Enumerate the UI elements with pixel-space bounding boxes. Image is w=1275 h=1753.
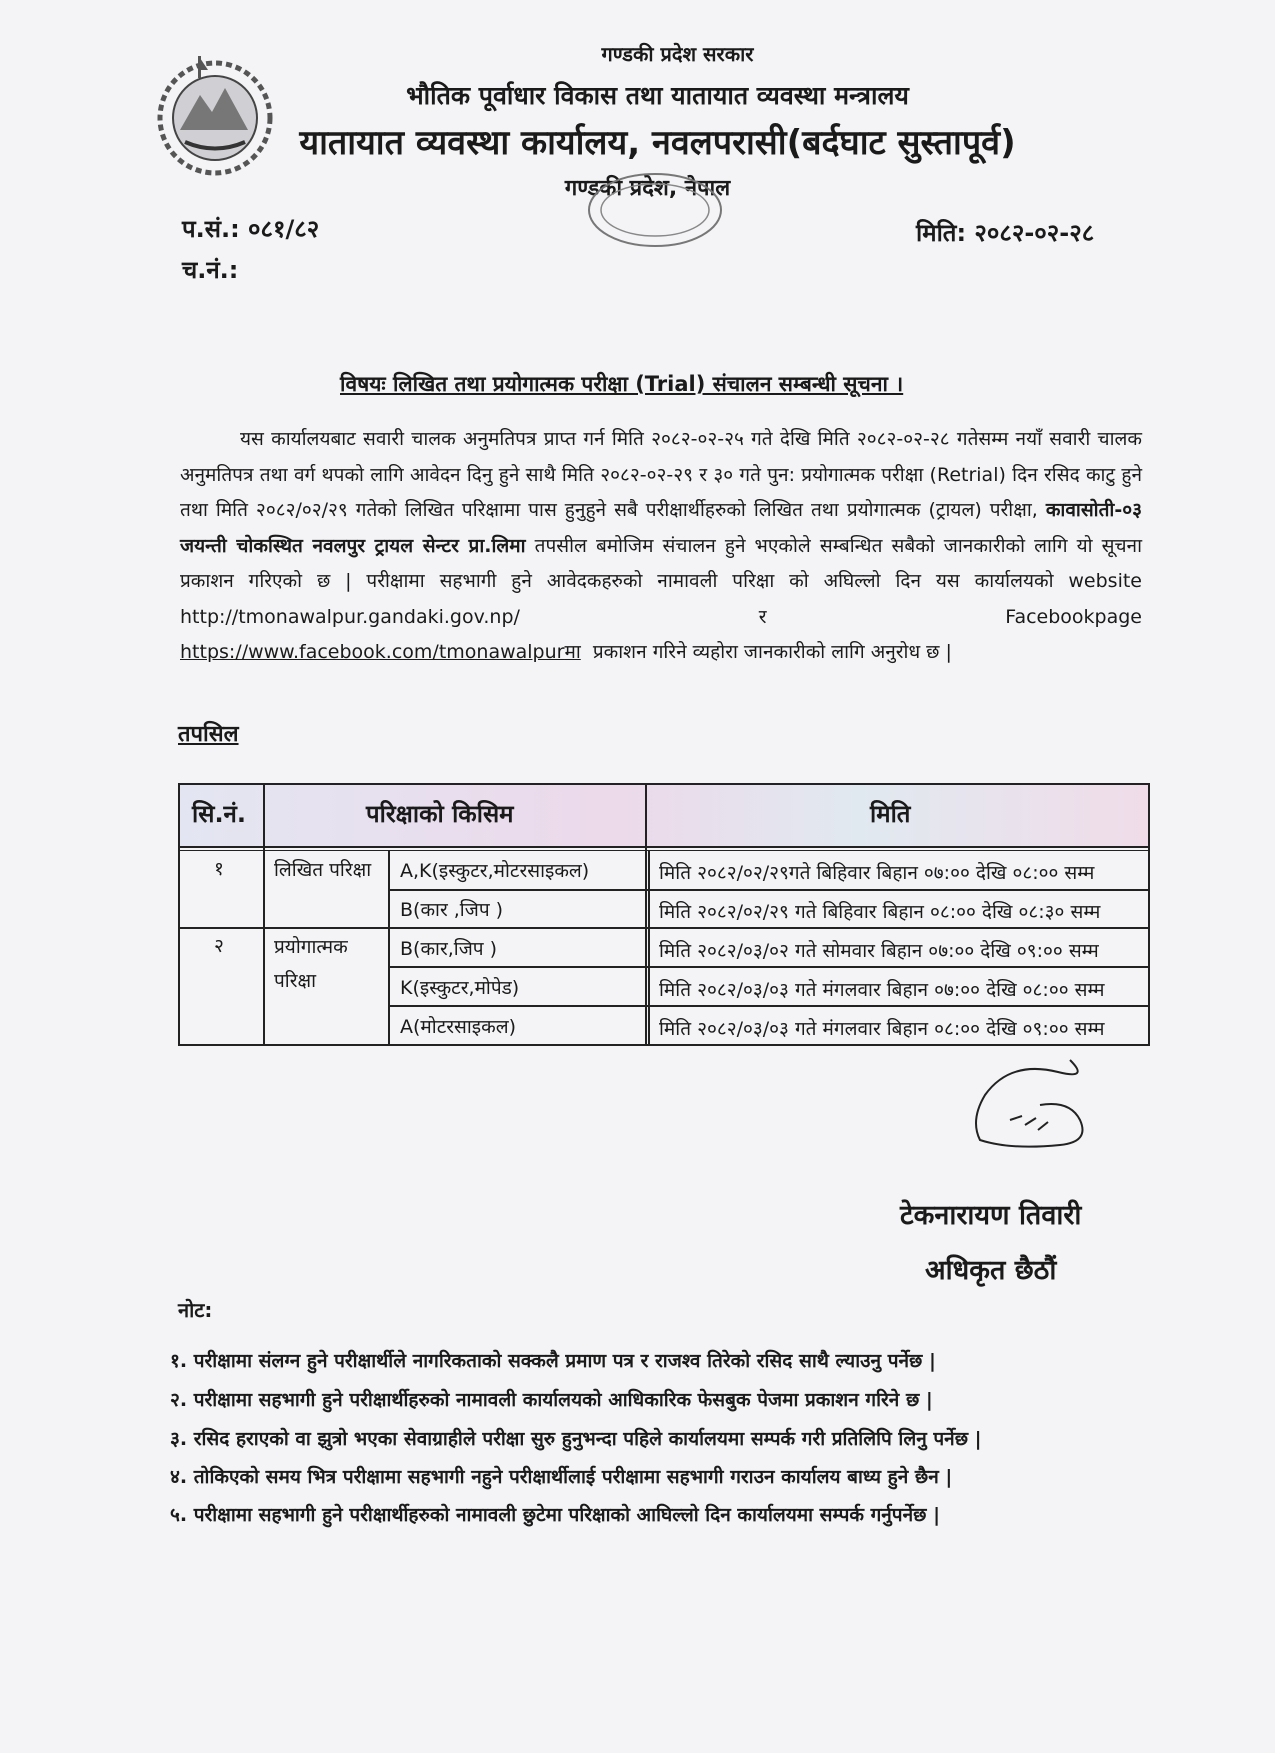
row-schedule: मिति २०८२/०२/२९ गते बिहिवार बिहान ०८:०० देखि ०८:३० सम्म <box>659 901 1101 923</box>
row-category: B(कार,जिप ) <box>400 938 498 960</box>
table-border-left <box>178 783 180 1046</box>
note-item: ३. रसिद हराएको वा झुत्रो भएका सेवाग्राहीले परीक्षा सुरु हुनुभन्दा पहिले कार्यालयमा सम्पर्क गरी प्रतिलिपि लिनु पर्नेछ | <box>170 1428 982 1450</box>
group-serial: २ <box>214 935 224 957</box>
header-exam-type: परिक्षाको किसिम <box>366 800 514 828</box>
dispatch-number: च.नं.: <box>182 256 239 284</box>
facebook-link-suffix: मा <box>564 641 581 663</box>
note-item: ५. परीक्षामा सहभागी हुने परीक्षार्थीहरुको नामावली छुटेमा परिक्षाको आघिल्लो दिन कार्यालयमा सम्पर्क गर्नुपर्नेछ | <box>170 1504 941 1526</box>
row-schedule: मिति २०८२/०२/२९गते बिहिवार बिहान ०७:०० देखि ०८:०० सम्म <box>659 862 1095 884</box>
table-border-top <box>178 783 1150 785</box>
body-text-3: प्रकाशन गरिने व्यहोरा जानकारीको लागि अनुरोध छ | <box>592 641 952 663</box>
table-row-line <box>388 966 1150 968</box>
office-stamp-icon <box>585 170 725 250</box>
note-item: २. परीक्षामा सहभागी हुने परीक्षार्थीहरुको नामावली कार्यालयको आधिकारिक फेसबुक पेजमा प्रकाशन गरिने छ | <box>170 1389 933 1411</box>
table-col-divider <box>388 850 390 1046</box>
group-name: लिखित परिक्षा <box>274 859 372 881</box>
table-row-line <box>388 889 1150 891</box>
body-text-1: यस कार्यालयबाट सवारी चालक अनुमतिपत्र प्राप्त गर्न मिति २०८२-०२-२५ गते देखि मिति २०८२-०२-२८ गतेसम्म नयाँ सवारी चालक अनुमतिपत्र तथा वर्ग थपको लागि आवेदन दिनु हुने साथै मिति २०८२-०२-२९ र ३० गते पुन: प्रयोगात्मक परीक्षा (Retrial) दिन रसिद काटु हुने तथा मिति २०८२/०२/२९ गतेको लिखित परिक्षामा पास हुनुहुने सबै परीक्षार्थीहरुको लिखित तथा प्रयोगात्मक (ट्रायल) परीक्षा, <box>180 428 1142 521</box>
row-category: A(मोटरसाइकल) <box>400 1016 517 1038</box>
group-serial: १ <box>214 858 224 880</box>
header-serial: सि.नं. <box>192 800 246 828</box>
table-border-right <box>1148 783 1150 1046</box>
table-col-divider-2 <box>648 850 650 1046</box>
row-category: B(कार ,जिप ) <box>400 899 504 921</box>
note-item: ४. तोकिएको समय भित्र परीक्षामा सहभागी नहुने परीक्षार्थीलाई परीक्षामा सहभागी गराउन कार्यालय बाध्य हुने छैन | <box>170 1466 953 1488</box>
notice-body <box>180 422 1142 671</box>
schedule-table <box>178 783 1150 1046</box>
group-name: प्रयोगात्मक परिक्षा <box>274 936 348 992</box>
province-name: गण्डकी प्रदेश, नेपाल <box>564 176 731 201</box>
table-header-divider-2 <box>178 850 1150 851</box>
signatory-designation: अधिकृत छैठौं <box>925 1255 1057 1286</box>
reference-number: प.सं.: ०८१/८२ <box>182 215 320 243</box>
signatory-name: टेकनारायण तिवारी <box>900 1200 1082 1231</box>
row-category: A,K(इस्कुटर,मोटरसाइकल) <box>400 860 590 882</box>
table-header-divider <box>178 846 1150 848</box>
row-category: K(इस्कुटर,मोपेड) <box>400 977 520 999</box>
body-text-2: तपसील बमोजिम संचालन हुने भएकोले सम्बन्धित सबैको जानकारीको लागि यो सूचना प्रकाशन गरिएको छ | परीक्षामा सहभागी हुने आवेदकहरुको नामावली परिक्षा को अघिल्लो दिन यस कार्यालयको website http://tmonawalpur.gandaki.gov.np/ र Facebookpage <box>180 534 1142 628</box>
table-row-line <box>388 1005 1150 1007</box>
table-col-divider <box>263 783 265 1046</box>
row-schedule: मिति २०८२/०३/०२ गते सोमवार बिहान ०७:०० देखि ०९:०० सम्म <box>659 940 1099 962</box>
ministry-name: भौतिक पूर्वाधार विकास तथा यातायात व्यवस्था मन्त्रालय <box>406 81 909 110</box>
signature-icon <box>940 1050 1100 1170</box>
notes-title: नोट: <box>178 1298 213 1322</box>
office-name: यातायात व्यवस्था कार्यालय, नवलपरासी(बर्दघाट सुस्तापूर्व) <box>299 123 1016 163</box>
facebook-link[interactable]: https://www.facebook.com/tmonawalpur <box>180 641 565 663</box>
table-border-bottom <box>178 1044 1150 1046</box>
header-date: मिति <box>870 800 911 828</box>
notice-subject: विषयः लिखित तथा प्रयोगात्मक परीक्षा (Trial) संचालन सम्बन्धी सूचना । <box>340 372 904 396</box>
notice-date: मिति: २०८२-०२-२८ <box>916 219 1095 247</box>
table-header-background <box>178 783 1150 846</box>
table-group-divider <box>178 927 1150 929</box>
schedule-heading: तपसिल <box>178 722 239 747</box>
government-name: गण्डकी प्रदेश सरकार <box>601 42 754 66</box>
table-col-divider <box>645 783 647 1046</box>
note-item: १. परीक्षामा संलग्न हुने परीक्षार्थीले नागरिकताको सक्कलै प्रमाण पत्र र राजश्व तिरेको रसिद साथै ल्याउनु पर्नेछ | <box>170 1350 936 1372</box>
row-schedule: मिति २०८२/०३/०३ गते मंगलवार बिहान ०७:०० देखि ०८:०० सम्म <box>659 979 1105 1001</box>
trial-venue: कावासोती-०३ जयन्ती चोकस्थित नवलपुर ट्रायल सेन्टर प्रा.लिमा <box>180 499 1142 557</box>
row-schedule: मिति २०८२/०३/०३ गते मंगलवार बिहान ०८:०० देखि ०९:०० सम्म <box>659 1018 1105 1040</box>
